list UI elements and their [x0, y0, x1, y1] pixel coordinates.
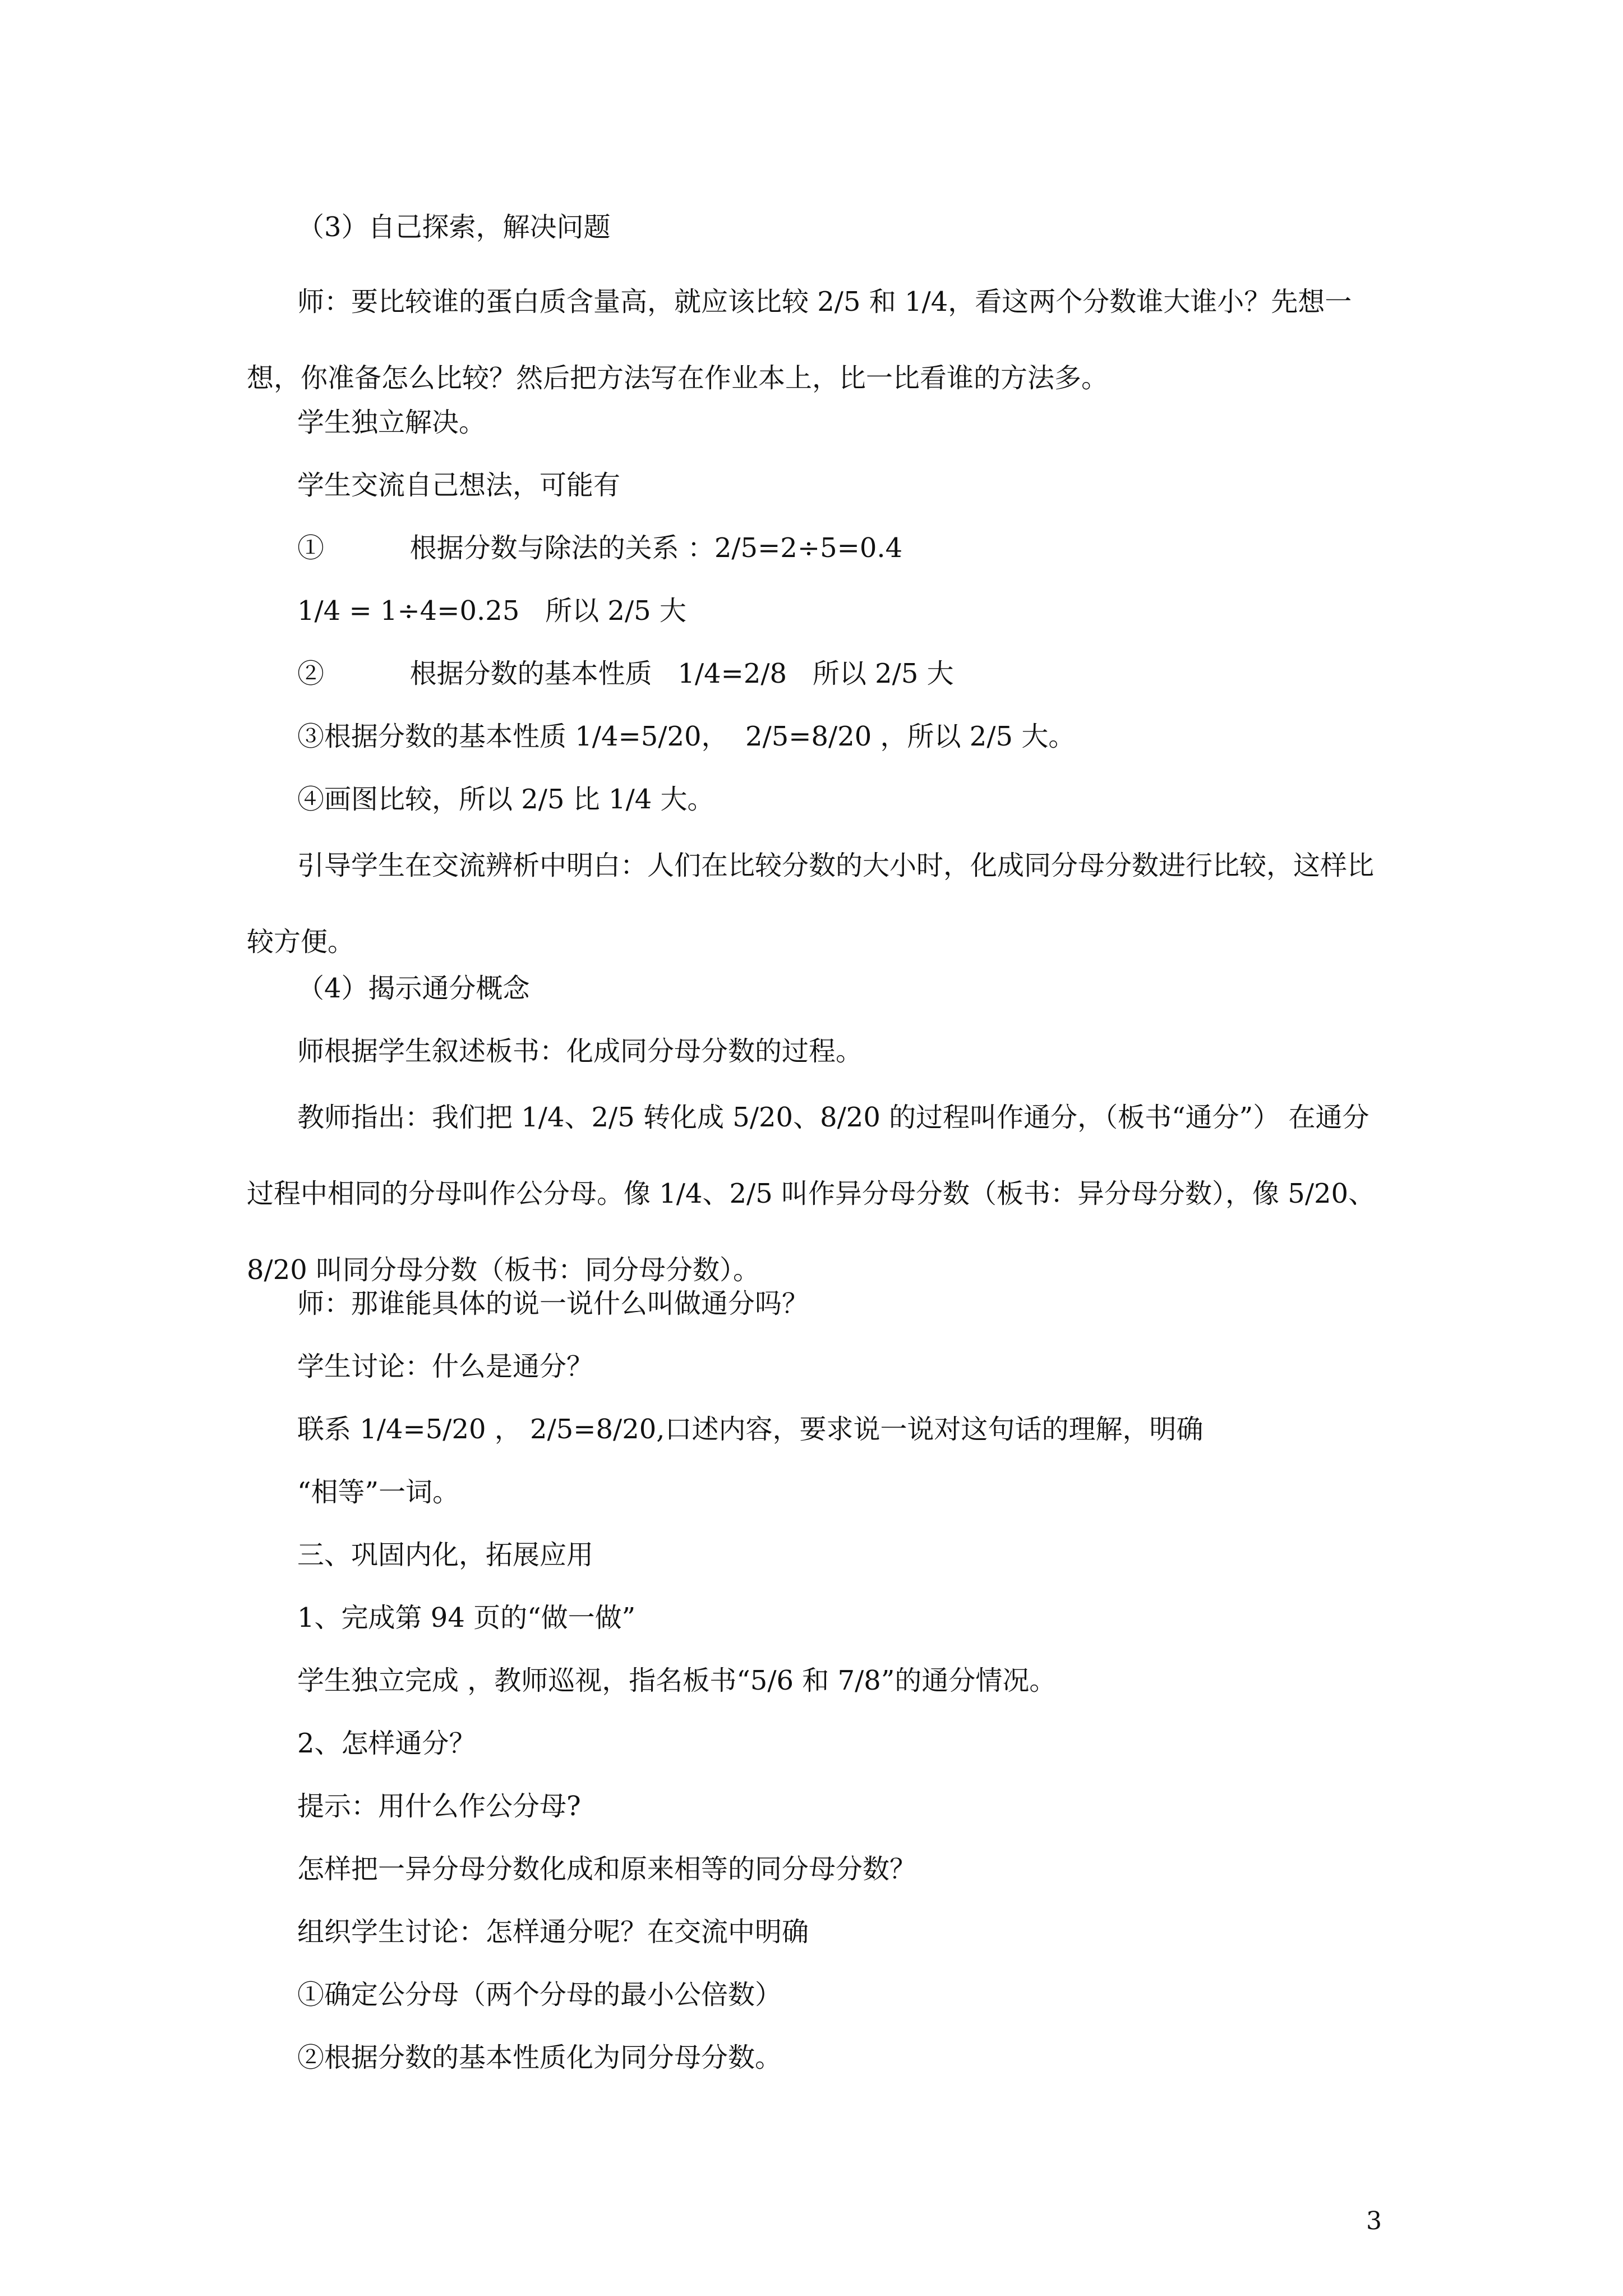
page-number: 3: [1366, 2207, 1382, 2235]
paragraph: 教师指出：我们把 1/4、2/5 转化成 5/20、8/20 的过程叫作通分，（板书“通分”） 在通分过程中相同的分母叫作公分母。像 1/4、2/5 叫作异分母分数（板书：异分母分数），像 5/20、8/20 叫同分母分数（板书：同分母分数）。: [247, 1102, 1376, 1286]
paragraph: 学生独立解决。: [297, 407, 486, 438]
list-item: ② 根据分数的基本性质 1/4=2/8 所以 2/5 大: [297, 658, 954, 689]
paragraph: 师：要比较谁的蛋白质含量高，就应该比较 2/5 和 1/4，看这两个分数谁大谁小？先想一想，你准备怎么比较？然后把方法写在作业本上，比一比看谁的方法多。: [247, 286, 1352, 394]
paragraph: “相等”一词。: [297, 1476, 460, 1508]
paragraph: 学生讨论：什么是通分？: [297, 1351, 594, 1382]
list-item: ①确定公分母（两个分母的最小公倍数）: [297, 1979, 782, 2010]
list-item: ②根据分数的基本性质化为同分母分数。: [297, 2042, 782, 2073]
paragraph: 1、完成第 94 页的“做一做”: [297, 1602, 636, 1634]
section-heading: 三、巩固内化，拓展应用: [297, 1539, 594, 1571]
paragraph: 组织学生讨论：怎样通分呢？在交流中明确: [297, 1916, 809, 1948]
paragraph: 学生交流自己想法，可能有: [297, 470, 621, 501]
paragraph: 怎样把一异分母分数化成和原来相等的同分母分数？: [297, 1853, 917, 1885]
paragraph: 引导学生在交流辨析中明白：人们在比较分数的大小时，化成同分母分数进行比较，这样比较方便。: [247, 850, 1375, 958]
list-item: ④画图比较，所以 2/5 比 1/4 大。: [297, 784, 714, 815]
paragraph: 师根据学生叙述板书：化成同分母分数的过程。: [297, 1036, 863, 1067]
section-heading: （3）自己探索，解决问题: [297, 211, 611, 243]
section-heading: （4）揭示通分概念: [297, 973, 530, 1004]
paragraph: 学生独立完成 ，教师巡视，指名板书“5/6 和 7/8”的通分情况。: [297, 1665, 1057, 1696]
paragraph: 2、怎样通分？: [297, 1728, 476, 1759]
list-item: ① 根据分数与除法的关系 ：2/5=2÷5=0.4: [297, 532, 903, 564]
paragraph: 1/4 = 1÷4=0.25 所以 2/5 大: [297, 595, 686, 627]
paragraph: 师：那谁能具体的说一说什么叫做通分吗？: [297, 1288, 809, 1319]
list-item: ③根据分数的基本性质 1/4=5/20， 2/5=8/20 ，所以 2/5 大。: [297, 721, 1076, 752]
paragraph: 提示：用什么作公分母?: [297, 1791, 581, 1822]
paragraph: 联系 1/4=5/20 ， 2/5=8/20,口述内容，要求说一说对这句话的理解，明确: [297, 1414, 1204, 1445]
